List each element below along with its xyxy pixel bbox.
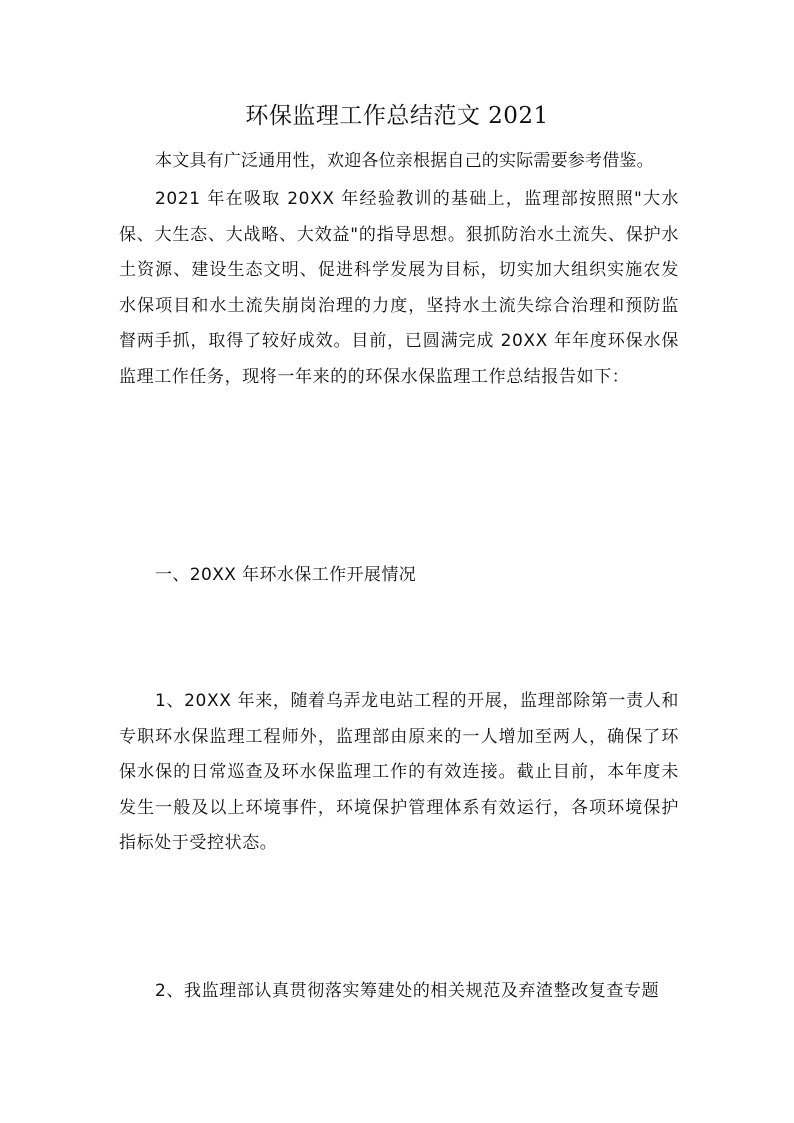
document-title: 环保监理工作总结范文 2021 (245, 103, 549, 129)
item-paragraph-2: 2、我监理部认真贯彻落实筹建处的相关规范及弃渣整改复查专题 (155, 981, 660, 1001)
usage-note: 本文具有广泛通用性，欢迎各位亲根据自己的实际需要参考借鉴。 (155, 151, 654, 171)
section-heading-1: 一、20XX 年环水保工作开展情况 (155, 565, 417, 585)
item-paragraph-1: 1、20XX 年来，随着乌弄龙电站工程的开展，监理部除第一责人和专职环水保监理工程师外，监理部由原来的一人增加至两人，确保了环保水保的日常巡查及环水保监理工作的有效连接。截止目前，本年度未发生一般及以上环境事件，环境保护管理体系有效运行，各项环境保护指标处于受控状态。 (119, 691, 679, 853)
intro-paragraph: 2021 年在吸取 20XX 年经验教训的基础上，监理部按照照"大水保、大生态、大战略、大效益"的指导思想。狠抓防治水土流失、保护水土资源、建设生态文明、促进科学发展为目标，切实加大组织实施农发水保项目和水土流失崩岗治理的力度，坚持水土流失综合治理和预防监督两手抓，取得了较好成效。目前，已圆满完成 20XX 年年度环保水保监理工作任务，现将一年来的的环保水保监理工作总结报告如下： (119, 189, 679, 387)
